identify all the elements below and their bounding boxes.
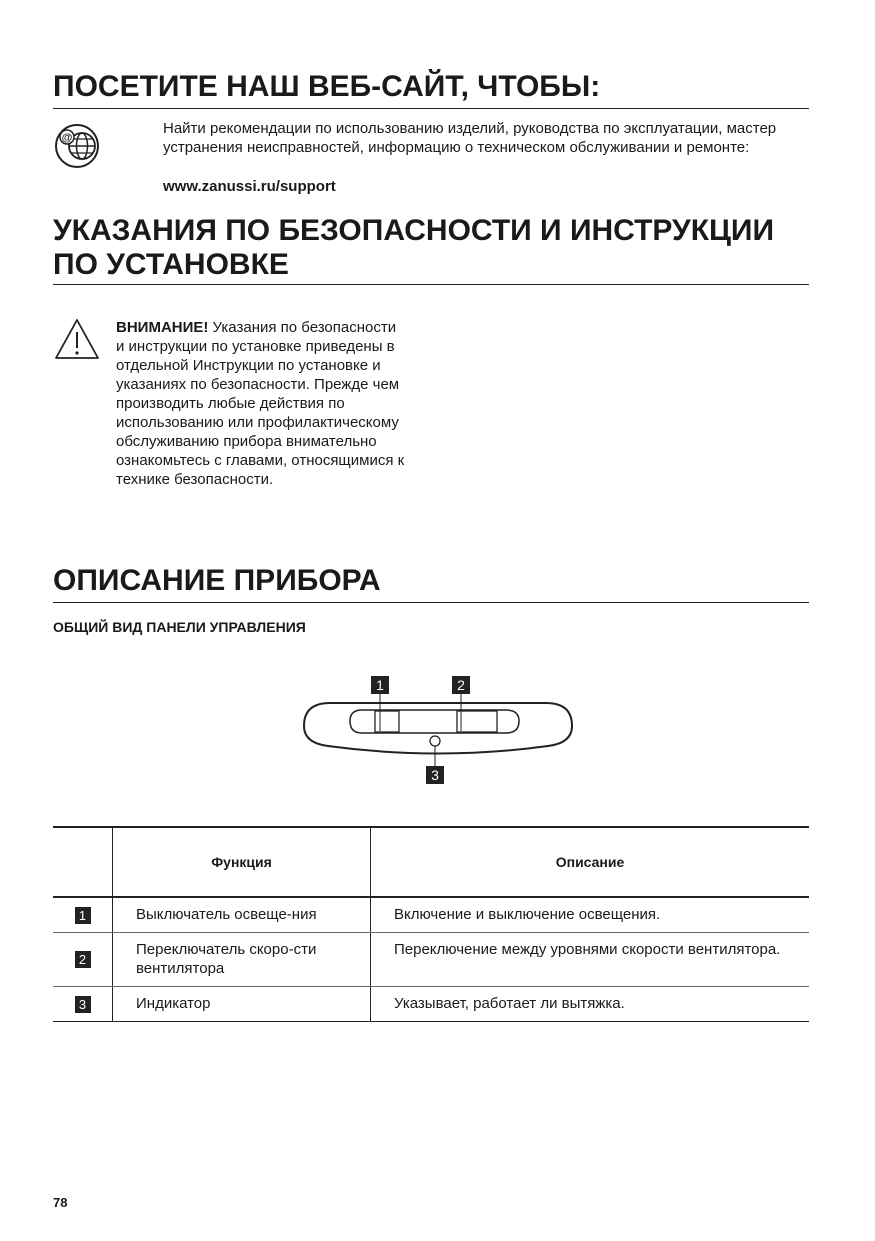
header-description: Описание [371, 827, 810, 897]
warning-body: Указания по безопасности и инструкции по установке приведены в отдельной Инструкции по установке и указаниях по безопасности. Прежде чем производить любые действия по использованию или профилактическому обслуживанию прибора внимательно ознакомьтесь с главами, относящимися к технике безопасности. [116, 319, 405, 488]
row-description: Переключение между уровнями скорости вентилятора. [371, 933, 810, 987]
callout-3 [426, 766, 444, 784]
row-function: Переключатель скоро-сти вентилятора [113, 933, 371, 987]
row-function: Индикатор [113, 987, 371, 1022]
svg-text:3: 3 [431, 767, 439, 783]
warning-label: ВНИМАНИЕ! [116, 319, 209, 336]
header-function: Функция [113, 827, 371, 897]
header-number [53, 827, 113, 897]
globe-at-icon [54, 123, 100, 169]
control-panel-diagram [300, 673, 576, 791]
light-switch [375, 711, 399, 732]
section-title-description: ОПИСАНИЕ ПРИБОРА [53, 564, 809, 603]
callout-1 [371, 676, 389, 694]
function-table [53, 826, 809, 1022]
table-row [53, 933, 809, 987]
fan-speed-switch [457, 711, 497, 732]
row-number-badge: 2 [75, 951, 91, 968]
indicator-light [430, 736, 440, 746]
table-header-row [53, 827, 809, 897]
row-description: Включение и выключение освещения. [371, 897, 810, 933]
support-url-link[interactable]: www.zanussi.ru/support [163, 178, 336, 195]
safety-warning-text [116, 318, 406, 489]
warning-triangle-icon [54, 318, 100, 360]
svg-text:1: 1 [376, 677, 384, 693]
row-function: Выключатель освеще-ния [113, 897, 371, 933]
callout-2 [452, 676, 470, 694]
table-row [53, 987, 809, 1022]
page-number: 78 [53, 1195, 68, 1210]
control-panel-subtitle: ОБЩИЙ ВИД ПАНЕЛИ УПРАВЛЕНИЯ [53, 619, 306, 635]
visit-description: Найти рекомендации по использованию изделий, руководства по эксплуатации, мастер устранения неисправностей, информацию о техническом обслуживании и ремонте: [163, 120, 777, 156]
svg-text:@: @ [61, 132, 73, 144]
table-row [53, 897, 809, 933]
row-description: Указывает, работает ли вытяжка. [371, 987, 810, 1022]
row-number-badge: 3 [75, 996, 91, 1013]
row-number-badge: 1 [75, 907, 91, 924]
section-title-safety: УКАЗАНИЯ ПО БЕЗОПАСНОСТИ И ИНСТРУКЦИИ ПО УСТАНОВКЕ [53, 214, 809, 285]
section-title-visit: ПОСЕТИТЕ НАШ ВЕБ-САЙТ, ЧТОБЫ: [53, 70, 809, 109]
svg-text:2: 2 [457, 677, 465, 693]
